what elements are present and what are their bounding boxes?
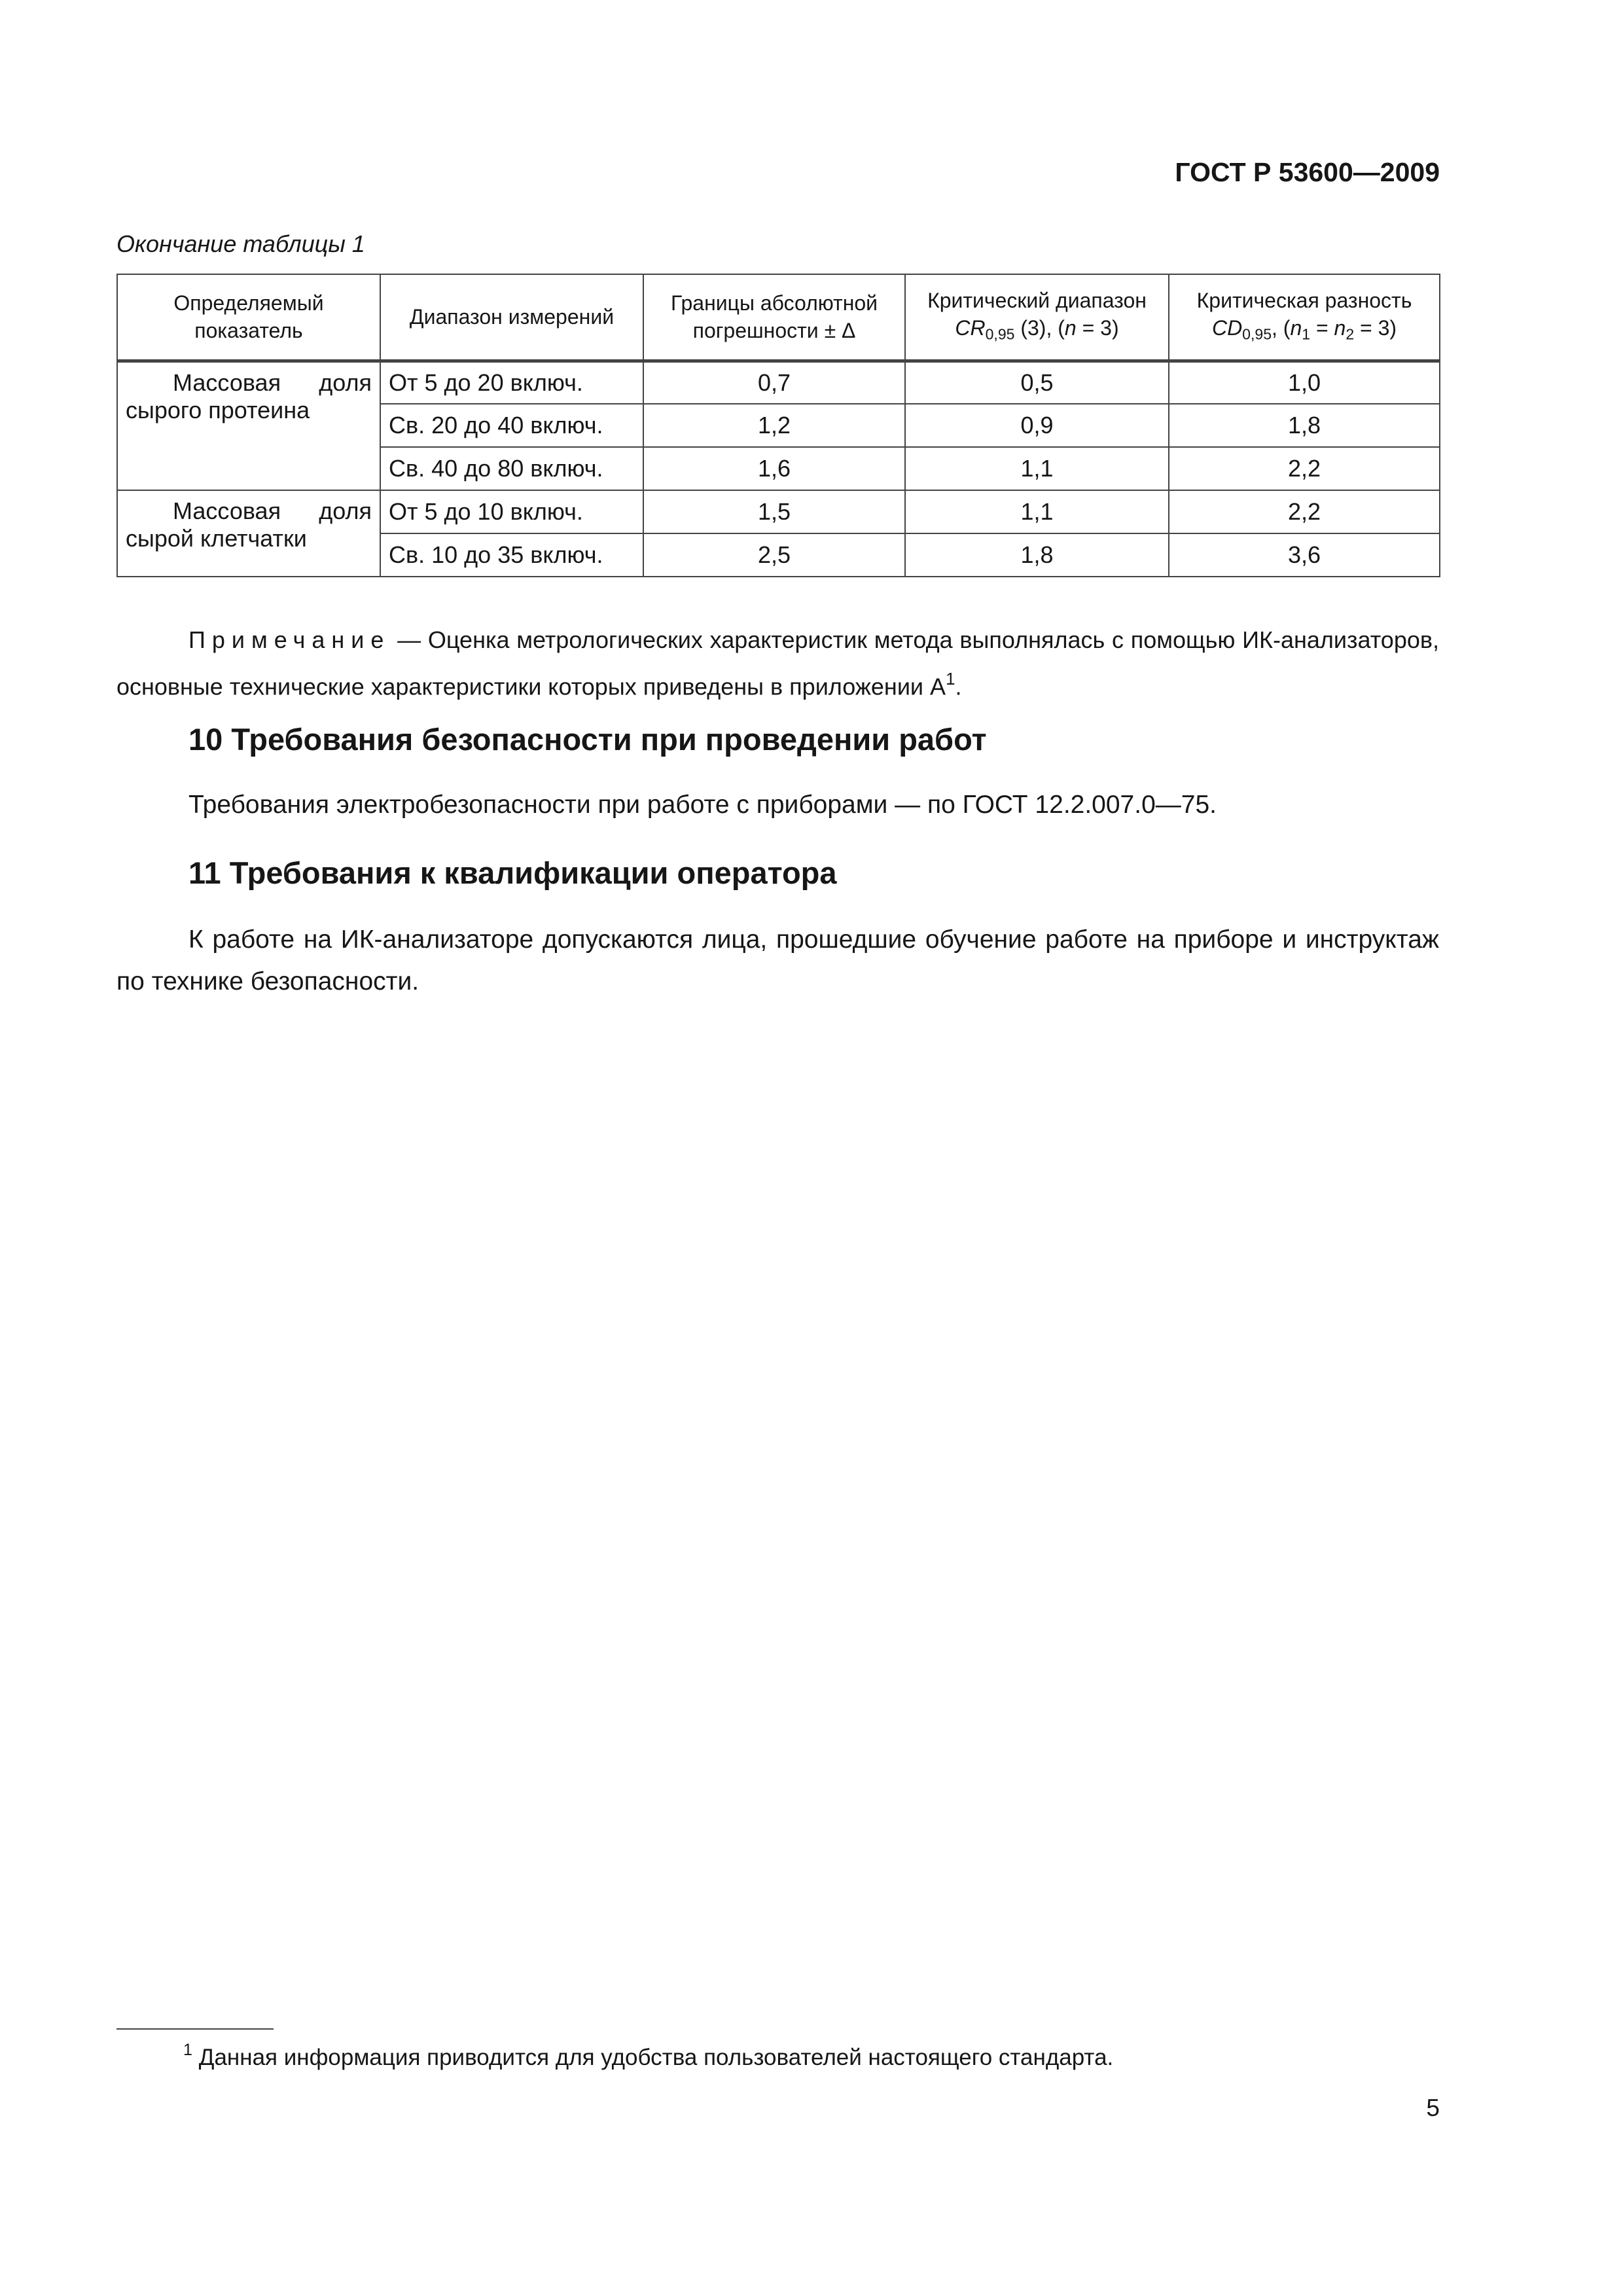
table-caption: Окончание таблицы 1 — [116, 230, 365, 257]
indicator-cell: Массовая доля сырой клетчатки — [117, 490, 380, 577]
error-cell: 1,6 — [643, 447, 905, 490]
range-cell: Св. 40 до 80 включ. — [380, 447, 643, 490]
header-indicator: Определяемый показатель — [117, 274, 380, 361]
error-cell: 1,5 — [643, 490, 905, 533]
table-row — [117, 490, 1440, 533]
error-cell: 0,7 — [643, 361, 905, 404]
note-text: — Оценка метрологических характеристик метода выполнялась с помощью ИК-анализаторов, основные технические характеристики которых приведены в приложении А — [116, 626, 1439, 700]
cr-cell: 0,9 — [905, 404, 1169, 447]
data-table — [116, 274, 1440, 577]
cr-cell: 0,5 — [905, 361, 1169, 404]
error-cell: 2,5 — [643, 533, 905, 577]
header-cr: Критический диапазон $CR_{0,95}$ (3), (n = 3) — [905, 274, 1169, 361]
error-cell: 1,2 — [643, 404, 905, 447]
indicator-cell: Массовая доля сырого протеина — [117, 361, 380, 490]
section-10-title: 10 Требования безопасности при проведении работ — [188, 722, 987, 757]
table-header-row — [117, 274, 1440, 361]
range-cell: Св. 20 до 40 включ. — [380, 404, 643, 447]
cr-cell: 1,8 — [905, 533, 1169, 577]
cd-cell: 1,0 — [1169, 361, 1440, 404]
range-cell: От 5 до 10 включ. — [380, 490, 643, 533]
footnote — [183, 2041, 1113, 2071]
section-11-text: К работе на ИК-анализаторе допускаются лица, прошедшие обучение работе на приборе и инструктаж по технике безопасности. — [116, 925, 1439, 996]
cd-cell: 1,8 — [1169, 404, 1440, 447]
cr-cell: 1,1 — [905, 447, 1169, 490]
footnote-text: Данная информация приводится для удобства пользователей настоящего стандарта. — [192, 2045, 1114, 2071]
header-range: Диапазон измерений — [380, 274, 643, 361]
header-error: Границы абсолютной погрешности ± Δ — [643, 274, 905, 361]
cd-cell: 2,2 — [1169, 490, 1440, 533]
table-row — [117, 361, 1440, 404]
page-number: 5 — [1426, 2094, 1440, 2121]
section-10-text: Требования электробезопасности при работе с приборами — по ГОСТ 12.2.007.0—75. — [188, 791, 1217, 819]
footnote-ref: 1 — [946, 670, 955, 689]
header-cd: Критическая разность $CD_{0,95}$, $(n_1 = n_2 = 3)$ — [1169, 274, 1440, 361]
range-cell: От 5 до 20 включ. — [380, 361, 643, 404]
section-11-title: 11 Требования к квалификации оператора — [188, 855, 837, 890]
cd-cell: 2,2 — [1169, 447, 1440, 490]
cd-cell: 3,6 — [1169, 533, 1440, 577]
footnote-mark: 1 — [183, 2041, 193, 2059]
footnote-divider — [116, 2028, 274, 2030]
table-note: Примечание — Оценка метрологических характеристик метода выполнялась с помощью ИК-анализаторов, основные технические характеристики которых приведены в приложении $А^1$. — [116, 626, 1439, 700]
note-label: Примечание — [188, 626, 391, 653]
range-cell: Св. 10 до 35 включ. — [380, 533, 643, 577]
standard-number: ГОСТ Р 53600—2009 — [1175, 157, 1440, 187]
cr-cell: 1,1 — [905, 490, 1169, 533]
